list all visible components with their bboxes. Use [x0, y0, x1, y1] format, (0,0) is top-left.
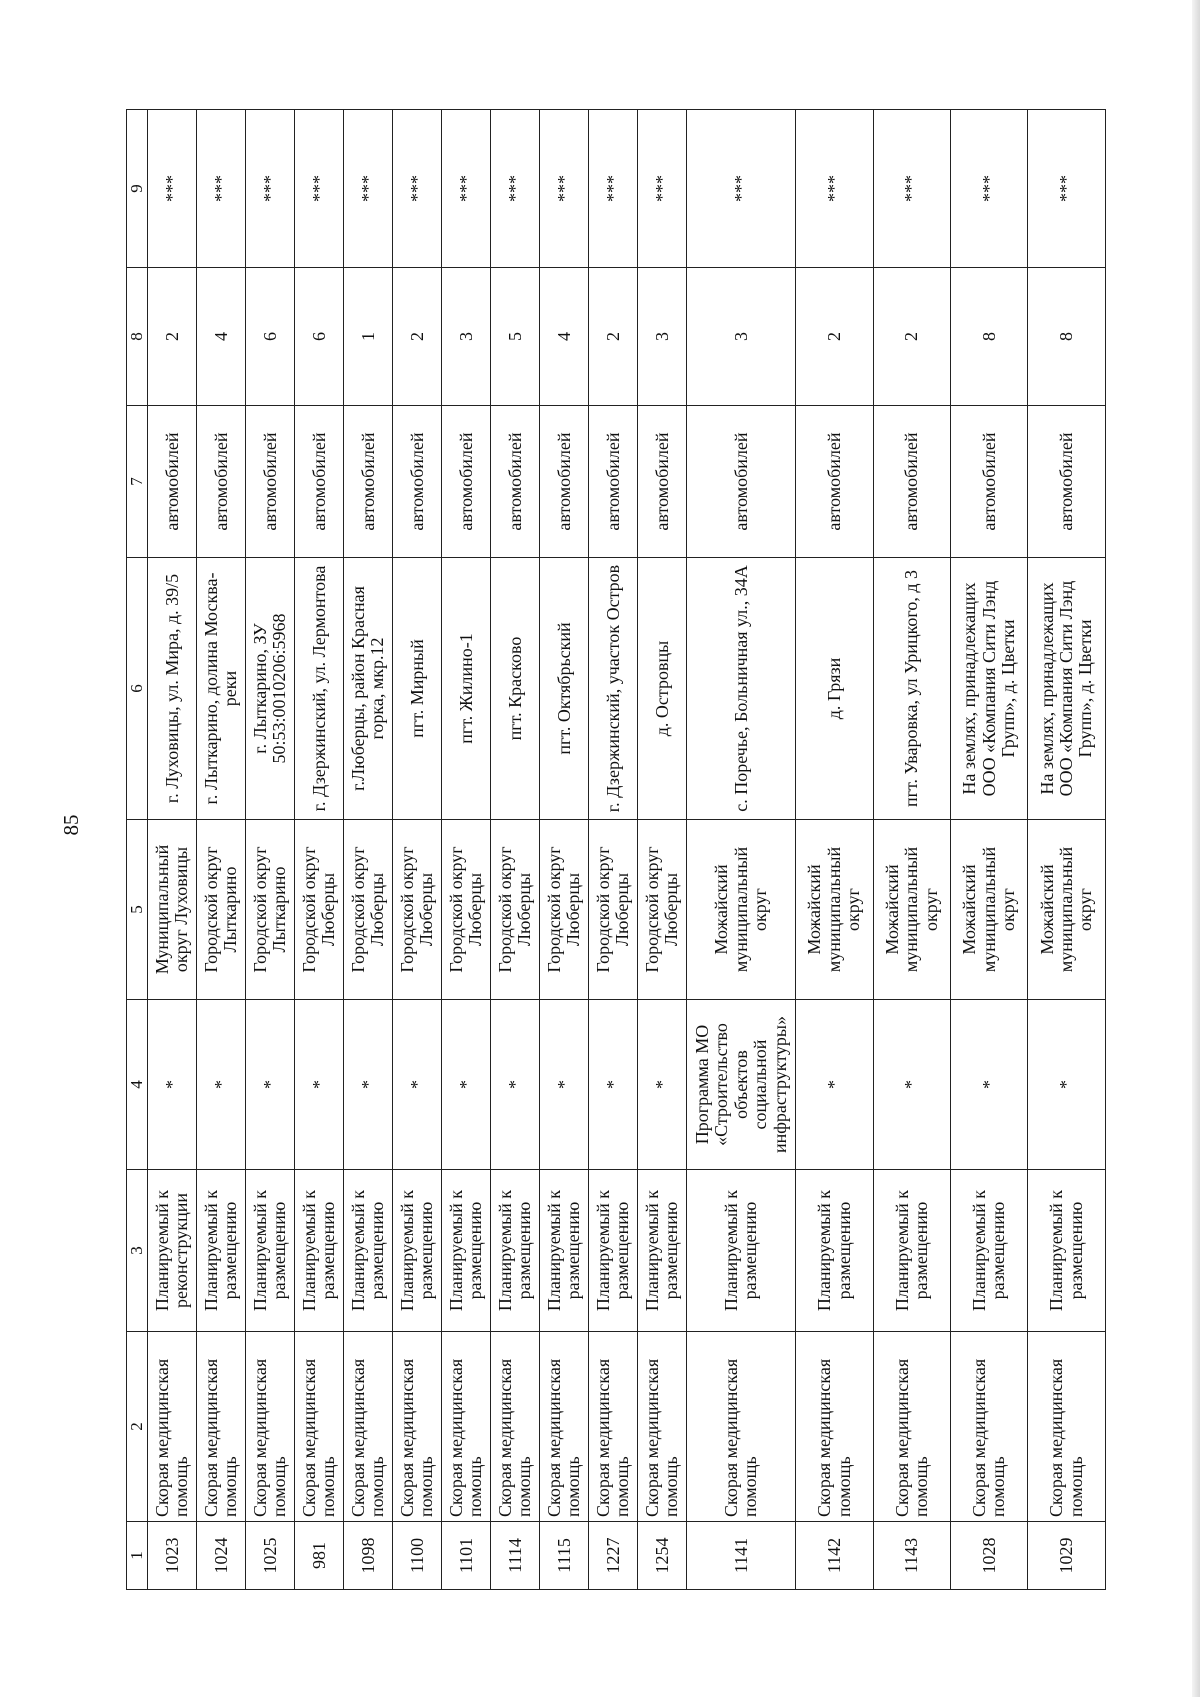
note-cell: *** [491, 110, 540, 268]
unit-cell: автомобилей [246, 406, 295, 558]
municipality-cell: Муниципальный округ Луховицы [148, 820, 197, 1000]
object-name-cell: Скорая медицинская помощь [295, 1332, 344, 1522]
status-cell: Планируемый к размещению [246, 1170, 295, 1332]
object-name-cell: Скорая медицинская помощь [393, 1332, 442, 1522]
location-cell: На землях, принадлежащих ООО «Компания Сити Лэнд Групп», д. Цветки [951, 558, 1028, 820]
note-cell: *** [344, 110, 393, 268]
location-cell: пгт. Мирный [393, 558, 442, 820]
quantity-cell: 1 [344, 268, 393, 406]
municipality-cell: Городской округ Люберцы [295, 820, 344, 1000]
quantity-cell: 3 [687, 268, 796, 406]
row-number-cell: 1101 [442, 1522, 491, 1590]
column-header-1: 1 [127, 1522, 148, 1590]
object-name-cell: Скорая медицинская помощь [197, 1332, 246, 1522]
row-number-cell: 1115 [540, 1522, 589, 1590]
municipality-cell: Городской округ Люберцы [638, 820, 687, 1000]
unit-cell: автомобилей [442, 406, 491, 558]
table-row [148, 110, 197, 1590]
row-number-cell: 1142 [796, 1522, 873, 1590]
quantity-cell: 2 [393, 268, 442, 406]
row-number-cell: 1141 [687, 1522, 796, 1590]
status-cell: Планируемый к размещению [589, 1170, 638, 1332]
object-name-cell: Скорая медицинская помощь [344, 1332, 393, 1522]
object-name-cell: Скорая медицинская помощь [491, 1332, 540, 1522]
location-cell: пгт. Октябрьский [540, 558, 589, 820]
object-name-cell: Скорая медицинская помощь [638, 1332, 687, 1522]
program-cell: * [295, 1000, 344, 1170]
table-body [148, 110, 1106, 1590]
unit-cell: автомобилей [393, 406, 442, 558]
program-cell: * [393, 1000, 442, 1170]
quantity-cell: 2 [148, 268, 197, 406]
municipality-cell: Можайский муниципальный округ [796, 820, 873, 1000]
note-cell: *** [197, 110, 246, 268]
table-row [491, 110, 540, 1590]
location-cell: г. Дзержинский, ул. Лермонтова [295, 558, 344, 820]
program-cell: * [796, 1000, 873, 1170]
note-cell: *** [1028, 110, 1106, 268]
object-name-cell: Скорая медицинская помощь [796, 1332, 873, 1522]
table-row [442, 110, 491, 1590]
data-table [126, 109, 1106, 1590]
object-name-cell: Скорая медицинская помощь [951, 1332, 1028, 1522]
quantity-cell: 8 [951, 268, 1028, 406]
table-row [951, 110, 1028, 1590]
row-number-cell: 1098 [344, 1522, 393, 1590]
status-cell: Планируемый к размещению [344, 1170, 393, 1332]
program-cell: * [589, 1000, 638, 1170]
object-name-cell: Скорая медицинская помощь [873, 1332, 950, 1522]
location-cell: г. Дзержинский, участок Остров [589, 558, 638, 820]
unit-cell: автомобилей [491, 406, 540, 558]
row-number-cell: 1025 [246, 1522, 295, 1590]
row-number-cell: 1024 [197, 1522, 246, 1590]
object-name-cell: Скорая медицинская помощь [442, 1332, 491, 1522]
status-cell: Планируемый к размещению [540, 1170, 589, 1332]
program-cell: * [491, 1000, 540, 1170]
table-row [873, 110, 950, 1590]
municipality-cell: Городской округ Лыткарино [246, 820, 295, 1000]
unit-cell: автомобилей [873, 406, 950, 558]
column-header-9: 9 [127, 110, 148, 268]
unit-cell: автомобилей [796, 406, 873, 558]
location-cell: г.Люберцы, район Красная горка, мкр.12 [344, 558, 393, 820]
row-number-cell: 1114 [491, 1522, 540, 1590]
municipality-cell: Городской округ Люберцы [589, 820, 638, 1000]
note-cell: *** [951, 110, 1028, 268]
note-cell: *** [148, 110, 197, 268]
quantity-cell: 6 [295, 268, 344, 406]
note-cell: *** [687, 110, 796, 268]
status-cell: Планируемый к размещению [638, 1170, 687, 1332]
status-cell: Планируемый к размещению [197, 1170, 246, 1332]
unit-cell: автомобилей [197, 406, 246, 558]
location-cell: г. Лыткарино, долина Москва-реки [197, 558, 246, 820]
table-row [246, 110, 295, 1590]
program-cell: * [951, 1000, 1028, 1170]
unit-cell: автомобилей [589, 406, 638, 558]
table-row [344, 110, 393, 1590]
status-cell: Планируемый к размещению [491, 1170, 540, 1332]
municipality-cell: Можайский муниципальный округ [1028, 820, 1106, 1000]
table-row [1028, 110, 1106, 1590]
location-cell: пгт. Жилино-1 [442, 558, 491, 820]
table-row [687, 110, 796, 1590]
note-cell: *** [393, 110, 442, 268]
program-cell: Программа МО «Строительство объектов социальной инфраструктуры» [687, 1000, 796, 1170]
quantity-cell: 8 [1028, 268, 1106, 406]
status-cell: Планируемый к размещению [796, 1170, 873, 1332]
table-row [589, 110, 638, 1590]
status-cell: Планируемый к реконструкции [148, 1170, 197, 1332]
row-number-cell: 1023 [148, 1522, 197, 1590]
municipality-cell: Городской округ Лыткарино [197, 820, 246, 1000]
status-cell: Планируемый к размещению [295, 1170, 344, 1332]
location-cell: На землях, принадлежащих ООО «Компания Сити Лэнд Групп», д. Цветки [1028, 558, 1106, 820]
program-cell: * [246, 1000, 295, 1170]
unit-cell: автомобилей [687, 406, 796, 558]
status-cell: Планируемый к размещению [951, 1170, 1028, 1332]
table-row [295, 110, 344, 1590]
unit-cell: автомобилей [344, 406, 393, 558]
quantity-cell: 2 [796, 268, 873, 406]
municipality-cell: Можайский муниципальный округ [687, 820, 796, 1000]
unit-cell: автомобилей [540, 406, 589, 558]
municipality-cell: Городской округ Люберцы [393, 820, 442, 1000]
location-cell: г. Луховицы, ул. Мира, д. 39/5 [148, 558, 197, 820]
location-cell: д. Островцы [638, 558, 687, 820]
status-cell: Планируемый к размещению [1028, 1170, 1106, 1332]
column-header-4: 4 [127, 1000, 148, 1170]
object-name-cell: Скорая медицинская помощь [148, 1332, 197, 1522]
program-cell: * [197, 1000, 246, 1170]
unit-cell: автомобилей [1028, 406, 1106, 558]
table-row [393, 110, 442, 1590]
municipality-cell: Городской округ Люберцы [442, 820, 491, 1000]
object-name-cell: Скорая медицинская помощь [687, 1332, 796, 1522]
column-header-5: 5 [127, 820, 148, 1000]
scan-edge [1192, 0, 1200, 1697]
note-cell: *** [638, 110, 687, 268]
table-row [638, 110, 687, 1590]
quantity-cell: 4 [197, 268, 246, 406]
unit-cell: автомобилей [148, 406, 197, 558]
note-cell: *** [873, 110, 950, 268]
column-header-8: 8 [127, 268, 148, 406]
municipality-cell: Городской округ Люберцы [491, 820, 540, 1000]
note-cell: *** [589, 110, 638, 268]
quantity-cell: 6 [246, 268, 295, 406]
location-cell: пгт. Уваровка, ул Урицкого, д 3 [873, 558, 950, 820]
unit-cell: автомобилей [951, 406, 1028, 558]
row-number-cell: 1028 [951, 1522, 1028, 1590]
location-cell: д. Грязи [796, 558, 873, 820]
program-cell: * [442, 1000, 491, 1170]
status-cell: Планируемый к размещению [442, 1170, 491, 1332]
row-number-cell: 1029 [1028, 1522, 1106, 1590]
note-cell: *** [442, 110, 491, 268]
location-cell: г. Лыткарино, ЗУ 50:53:0010206:5968 [246, 558, 295, 820]
program-cell: * [873, 1000, 950, 1170]
program-cell: * [148, 1000, 197, 1170]
program-cell: * [638, 1000, 687, 1170]
program-cell: * [540, 1000, 589, 1170]
table-row [796, 110, 873, 1590]
rotated-table-container [126, 110, 1106, 1590]
quantity-cell: 4 [540, 268, 589, 406]
note-cell: *** [540, 110, 589, 268]
row-number-cell: 1100 [393, 1522, 442, 1590]
object-name-cell: Скорая медицинская помощь [1028, 1332, 1106, 1522]
row-number-cell: 1143 [873, 1522, 950, 1590]
page-number: 85 [59, 814, 83, 836]
object-name-cell: Скорая медицинская помощь [246, 1332, 295, 1522]
municipality-cell: Можайский муниципальный округ [873, 820, 950, 1000]
note-cell: *** [796, 110, 873, 268]
municipality-cell: Городской округ Люберцы [540, 820, 589, 1000]
program-cell: * [344, 1000, 393, 1170]
status-cell: Планируемый к размещению [393, 1170, 442, 1332]
status-cell: Планируемый к размещению [687, 1170, 796, 1332]
program-cell: * [1028, 1000, 1106, 1170]
location-cell: с. Поречье, Больничная ул., 34А [687, 558, 796, 820]
column-header-6: 6 [127, 558, 148, 820]
note-cell: *** [295, 110, 344, 268]
status-cell: Планируемый к размещению [873, 1170, 950, 1332]
column-header-7: 7 [127, 406, 148, 558]
table-row [197, 110, 246, 1590]
location-cell: пгт. Красково [491, 558, 540, 820]
quantity-cell: 2 [589, 268, 638, 406]
municipality-cell: Можайский муниципальный округ [951, 820, 1028, 1000]
table-header-row [127, 110, 148, 1590]
quantity-cell: 5 [491, 268, 540, 406]
object-name-cell: Скорая медицинская помощь [589, 1332, 638, 1522]
column-header-2: 2 [127, 1332, 148, 1522]
row-number-cell: 981 [295, 1522, 344, 1590]
quantity-cell: 3 [638, 268, 687, 406]
unit-cell: автомобилей [295, 406, 344, 558]
table-row [540, 110, 589, 1590]
row-number-cell: 1227 [589, 1522, 638, 1590]
quantity-cell: 2 [873, 268, 950, 406]
municipality-cell: Городской округ Люберцы [344, 820, 393, 1000]
column-header-3: 3 [127, 1170, 148, 1332]
row-number-cell: 1254 [638, 1522, 687, 1590]
note-cell: *** [246, 110, 295, 268]
unit-cell: автомобилей [638, 406, 687, 558]
quantity-cell: 3 [442, 268, 491, 406]
object-name-cell: Скорая медицинская помощь [540, 1332, 589, 1522]
